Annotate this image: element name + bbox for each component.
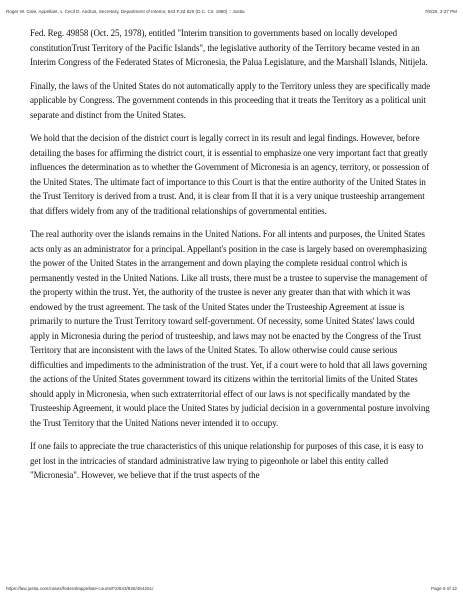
header-timestamp: 7/6/20, 3:27 PM <box>424 9 457 14</box>
opinion-body <box>30 26 434 492</box>
page-footer <box>6 586 457 591</box>
page-number: Page 6 of 12 <box>430 586 457 591</box>
paragraph: The real authority over the islands remains in the United Nations. For all intents and purposes, the United States acts only as an administrator for a principal. Appellant's position in the case is largely based on overemphasizing the power of the United States in the arrangement and down playing the complete residual control which is permanently vested in the United Nations. Like all trusts, there must be a trustee to supervise the management of the property within the trust. Yet, the authority of the trustee is never any greater than that with which it was endowed by the trust agreement. The task of the United States under the Trusteeship Agreement at issue is primarily to nurture the Trust Territory toward self-government. Of necessity, some United States' laws could apply in Micronesia during the period of trusteeship, and laws may not be enacted by the Congress of the Trust Territory that are inconsistent with the laws of the United States. To allow otherwise could cause serious difficulties and impediments to the administration of the trust. Yet, if a court were to hold that all laws governing the actions of the United States government toward its citizens within the territorial limits of the United States should apply in Micronesia, when such extraterritorial effect of our laws is not specifically mandated by the Trusteeship Agreement, it would place the United States by judicial decision in a governmental posture involving the Trust Territory that the United Nations never intended it to occupy. <box>30 229 430 428</box>
paragraph: If one fails to appreciate the true characteristics of this unique relationship for purposes of this case, it is easy to get lost in the intricacies of standard administrative law trying to pigeonhole or label this entity called "Micronesia". However, we believe that if the trust aspects of the <box>30 441 424 480</box>
footer-url[interactable]: https://law.justia.com/cases/federal/appellate-courts/F2/643/826/464261/ <box>6 586 154 591</box>
header-title: Roger W. Gale, Appellant, v. Cecil D. Andrus, Secretary, Department of Interior, 643 F.2d 826 (D.C. Cir. 1980) :: Justia <box>6 9 245 14</box>
paragraph: We hold that the decision of the district court is legally correct in its result and legal findings. However, before detailing the bases for affirming the district court, it is essential to emphasize one very important fact that greatly influences the determination as to whether the Government of Micronesia is an agency, territory, or possession of the United States. The ultimate fact of importance to this Court is that the entire authority of the United States in the Trust Territory is derived from a trust. And, it is clear from II that it is a very unique trusteeship arrangement that differs widely from any of the traditional relationships of governmental entities. <box>30 133 430 216</box>
paragraph: Fed. Reg. 49858 (Oct. 25, 1978), entitled "Interim transition to governments based on locally developed constitutionTrust Territory of the Pacific Islands", the legislative authority of the Territory became vested in an Interim Congress of the Federated States of Micronesia, the Palua Legislature, and the Marshall Islands, Nitijela. <box>30 28 428 67</box>
page-header <box>6 9 457 14</box>
paragraph: Finally, the laws of the United States do not automatically apply to the Territory unless they are specifically made applicable by Congress. The government contends in this proceeding that it treats the Territory as a political unit separate and distinct from the United States. <box>30 80 431 120</box>
